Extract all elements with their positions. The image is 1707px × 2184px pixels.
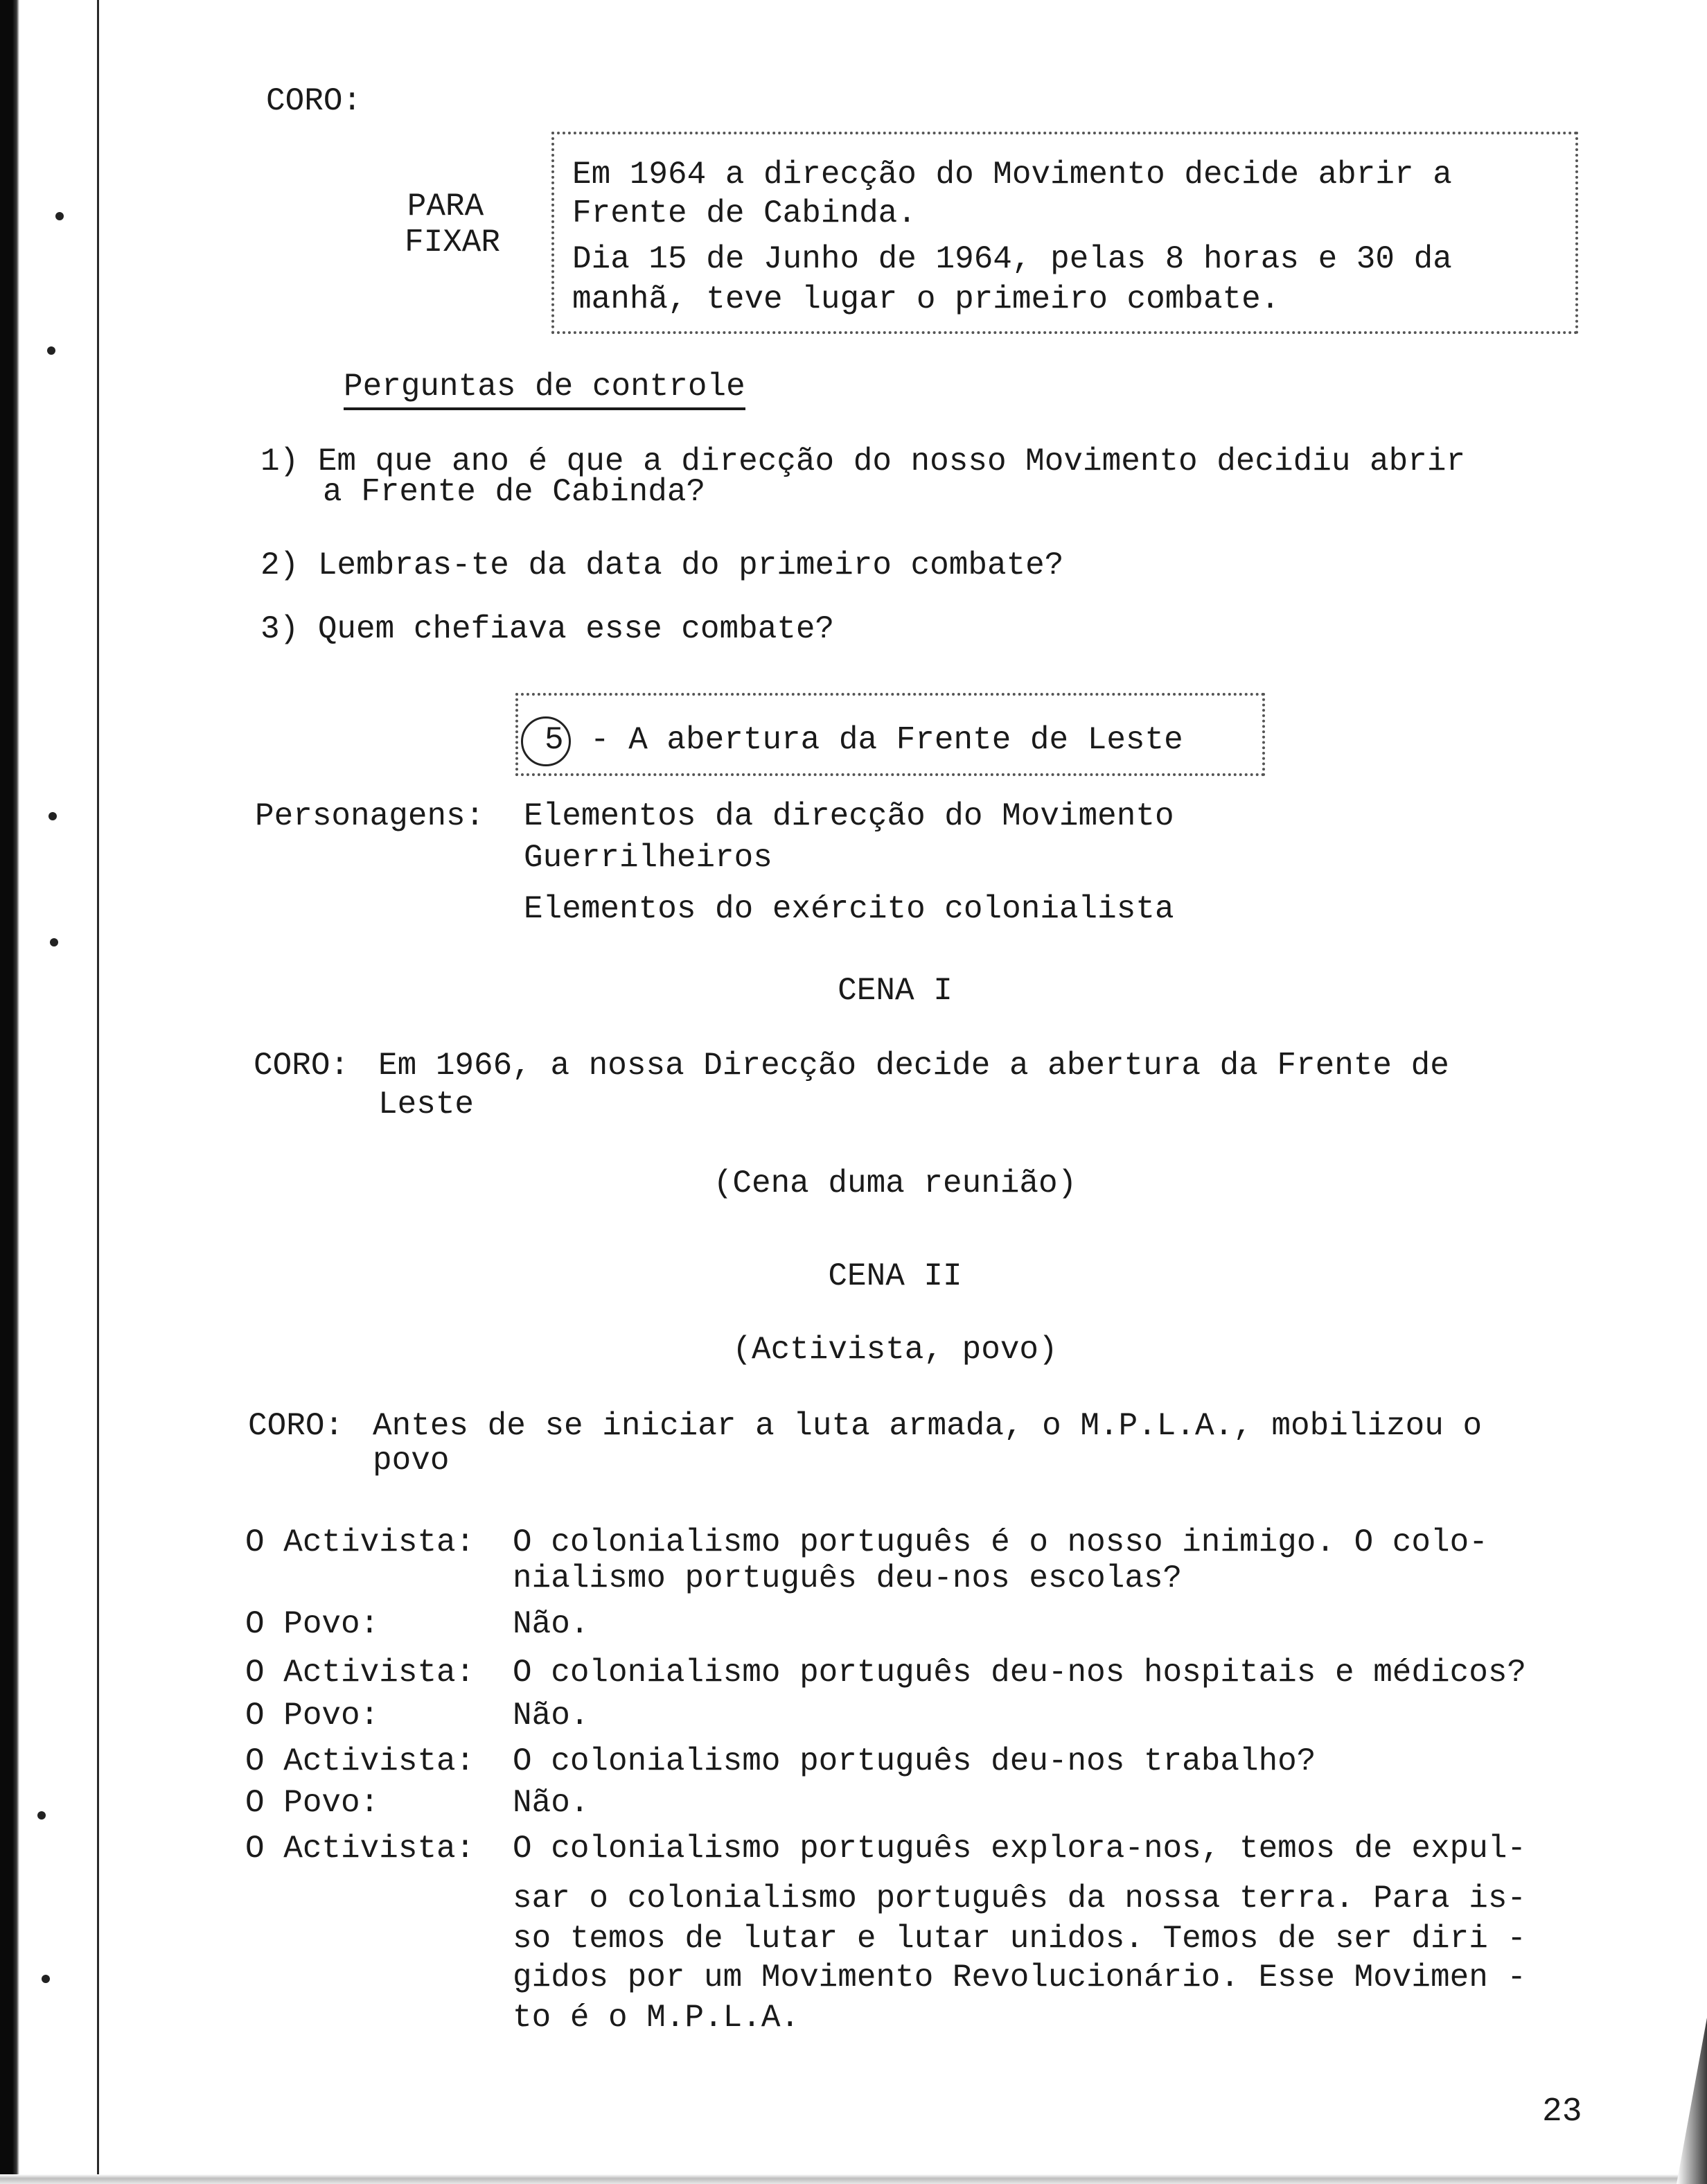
coro-label-top: CORO: bbox=[266, 83, 362, 119]
para-label: PARA bbox=[407, 188, 484, 224]
dialogue-line: Não. bbox=[513, 1785, 590, 1821]
dialogue-line: nialismo português deu-nos escolas? bbox=[513, 1560, 1183, 1596]
box-line-4: manhã, teve lugar o primeiro combate. bbox=[572, 281, 1280, 317]
margin-speck bbox=[47, 346, 55, 355]
dialogue-speaker: O Povo: bbox=[245, 1606, 380, 1642]
dialogue-speaker: O Povo: bbox=[245, 1785, 380, 1821]
question-2: 2) Lembras-te da data do primeiro combate? bbox=[260, 547, 1064, 583]
dialogue-speaker: O Povo: bbox=[245, 1698, 380, 1734]
box-line-1: Em 1964 a direcção do Movimento decide abrir a bbox=[572, 157, 1452, 193]
page-bottom-edge bbox=[0, 2174, 1707, 2184]
scene-1-coro-label: CORO: bbox=[254, 1048, 350, 1084]
dialogue-line: O colonialismo português deu-nos hospitais e médicos? bbox=[513, 1655, 1527, 1691]
margin-speck bbox=[50, 938, 58, 946]
page-binding-edge bbox=[0, 0, 19, 2184]
fixar-label: FIXAR bbox=[404, 224, 501, 261]
character-item: Elementos do exército colonialista bbox=[524, 891, 1174, 927]
character-item: Elementos da direcção do Movimento bbox=[524, 798, 1174, 834]
scene-1-stage-direction: (Cena duma reunião) bbox=[713, 1165, 1077, 1201]
scene-2-coro-line-1: Antes de se iniciar a luta armada, o M.P.L.A., mobilizou o bbox=[373, 1408, 1483, 1444]
section-number: 5 bbox=[545, 722, 564, 758]
margin-speck bbox=[48, 812, 57, 820]
dialogue-speaker: O Activista: bbox=[245, 1831, 475, 1867]
margin-speck bbox=[55, 212, 64, 220]
page-corner-curl bbox=[1677, 2018, 1707, 2184]
dialogue-line: O colonialismo português é o nosso inimigo. O colo- bbox=[513, 1524, 1488, 1560]
dialogue-line: Não. bbox=[513, 1606, 590, 1642]
box-line-3: Dia 15 de Junho de 1964, pelas 8 horas e 30 da bbox=[572, 241, 1452, 277]
question-3: 3) Quem chefiava esse combate? bbox=[260, 611, 835, 647]
dialogue-line: Não. bbox=[513, 1698, 590, 1734]
scene-2-title: CENA II bbox=[828, 1258, 962, 1294]
dialogue-line: gidos por um Movimento Revolucionário. Esse Movimen - bbox=[513, 1960, 1527, 1996]
scene-1-coro-line-1: Em 1966, a nossa Direcção decide a abertura da Frente de bbox=[378, 1048, 1449, 1084]
question-1-continued: a Frente de Cabinda? bbox=[323, 474, 706, 510]
questions-heading: Perguntas de controle bbox=[344, 367, 745, 410]
section-title: - A abertura da Frente de Leste bbox=[590, 722, 1183, 758]
scene-1-coro-line-2: Leste bbox=[378, 1086, 475, 1122]
scene-2-coro-line-2: povo bbox=[373, 1443, 450, 1479]
characters-label: Personagens: bbox=[255, 798, 485, 834]
scene-1-title: CENA I bbox=[838, 973, 953, 1009]
character-item: Guerrilheiros bbox=[524, 840, 772, 876]
dialogue-speaker: O Activista: bbox=[245, 1655, 475, 1691]
dialogue-line: O colonialismo português explora-nos, temos de expul- bbox=[513, 1831, 1527, 1867]
margin-speck bbox=[42, 1975, 50, 1983]
question-1: 1) Em que ano é que a direcção do nosso Movimento decidiu abrir bbox=[260, 443, 1466, 479]
dialogue-line: O colonialismo português deu-nos trabalho? bbox=[513, 1743, 1316, 1779]
dialogue-speaker: O Activista: bbox=[245, 1743, 475, 1779]
box-line-2: Frente de Cabinda. bbox=[572, 195, 917, 231]
margin-fold-line bbox=[97, 0, 99, 2184]
page-number: 23 bbox=[1542, 2093, 1582, 2131]
dialogue-speaker: O Activista: bbox=[245, 1524, 475, 1560]
dialogue-line: to é o M.P.L.A. bbox=[513, 2000, 800, 2036]
scene-2-stage-direction: (Activista, povo) bbox=[732, 1332, 1058, 1368]
margin-speck bbox=[37, 1811, 46, 1820]
scene-2-coro-label: CORO: bbox=[248, 1408, 344, 1444]
dialogue-line: so temos de lutar e lutar unidos. Temos de ser diri - bbox=[513, 1921, 1527, 1957]
dialogue-line: sar o colonialismo português da nossa terra. Para is- bbox=[513, 1881, 1527, 1917]
